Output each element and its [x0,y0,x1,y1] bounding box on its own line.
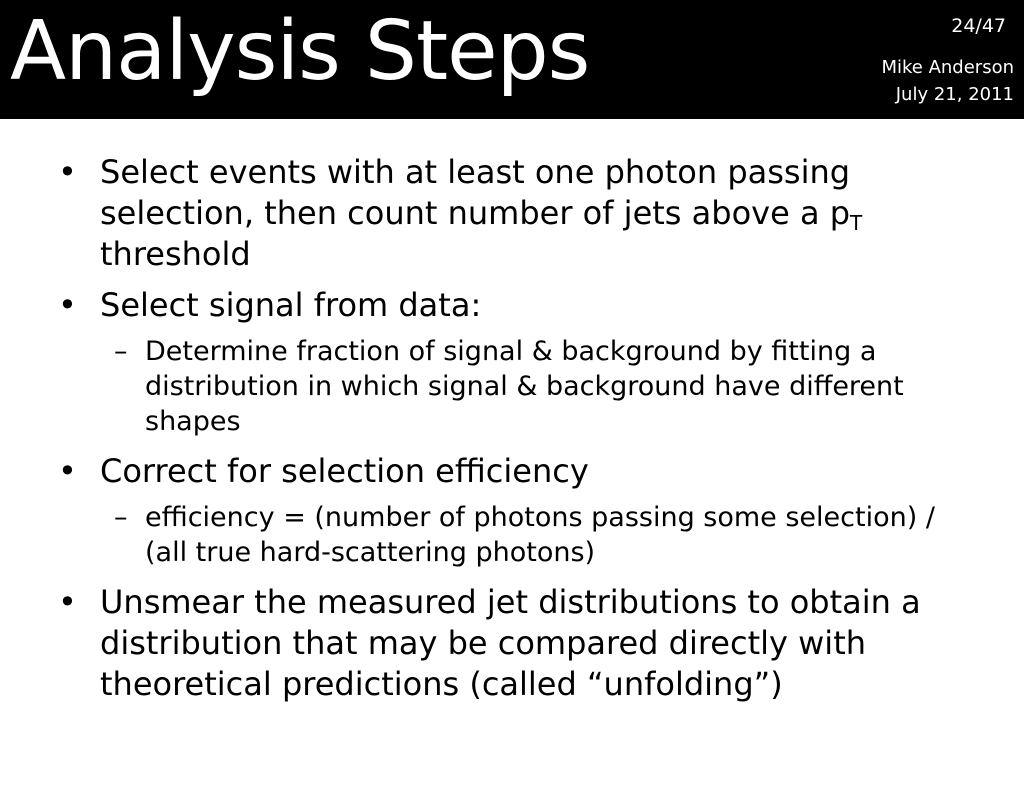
bullet-item [58,451,978,492]
bullet-text: Select events with at least one photon passing selection, then count number of jets above a p [100,153,851,232]
bullet-text: Unsmear the measured jet distributions to obtain a distribution that may be compared directly with theoretical predictions (called “unfolding”) [100,583,921,703]
sub-bullet-text: efficiency = (number of photons passing some selection) / (all true hard-scattering photons) [145,502,935,568]
bullet-marker: • [58,583,77,621]
bullet-marker: • [58,153,77,191]
bullet-marker: • [58,286,77,324]
slide-title: Analysis Steps [10,4,590,99]
bullet-item [58,285,978,326]
bullet-text: Select signal from data: [100,286,482,324]
bullet-text: Correct for selection efficiency [100,452,589,490]
page-number: 24/47 [951,15,1006,37]
dash-marker: – [114,502,128,533]
sub-bullet-item [100,500,978,570]
header-bar [0,0,1024,119]
presentation-date: July 21, 2011 [895,84,1014,105]
bullet-item [58,152,978,275]
author-name: Mike Anderson [881,57,1014,78]
bullet-item [58,582,978,705]
author-block [881,54,1014,108]
slide-body [58,152,978,715]
bullet-text-continued: threshold [100,235,251,273]
bullet-subscript: T [850,211,863,235]
sub-bullet-item [100,334,978,439]
sub-bullet-text: Determine fraction of signal & background by fitting a distribution in which signal & background have different shapes [145,336,904,437]
dash-marker: – [114,336,128,367]
bullet-marker: • [58,452,77,490]
